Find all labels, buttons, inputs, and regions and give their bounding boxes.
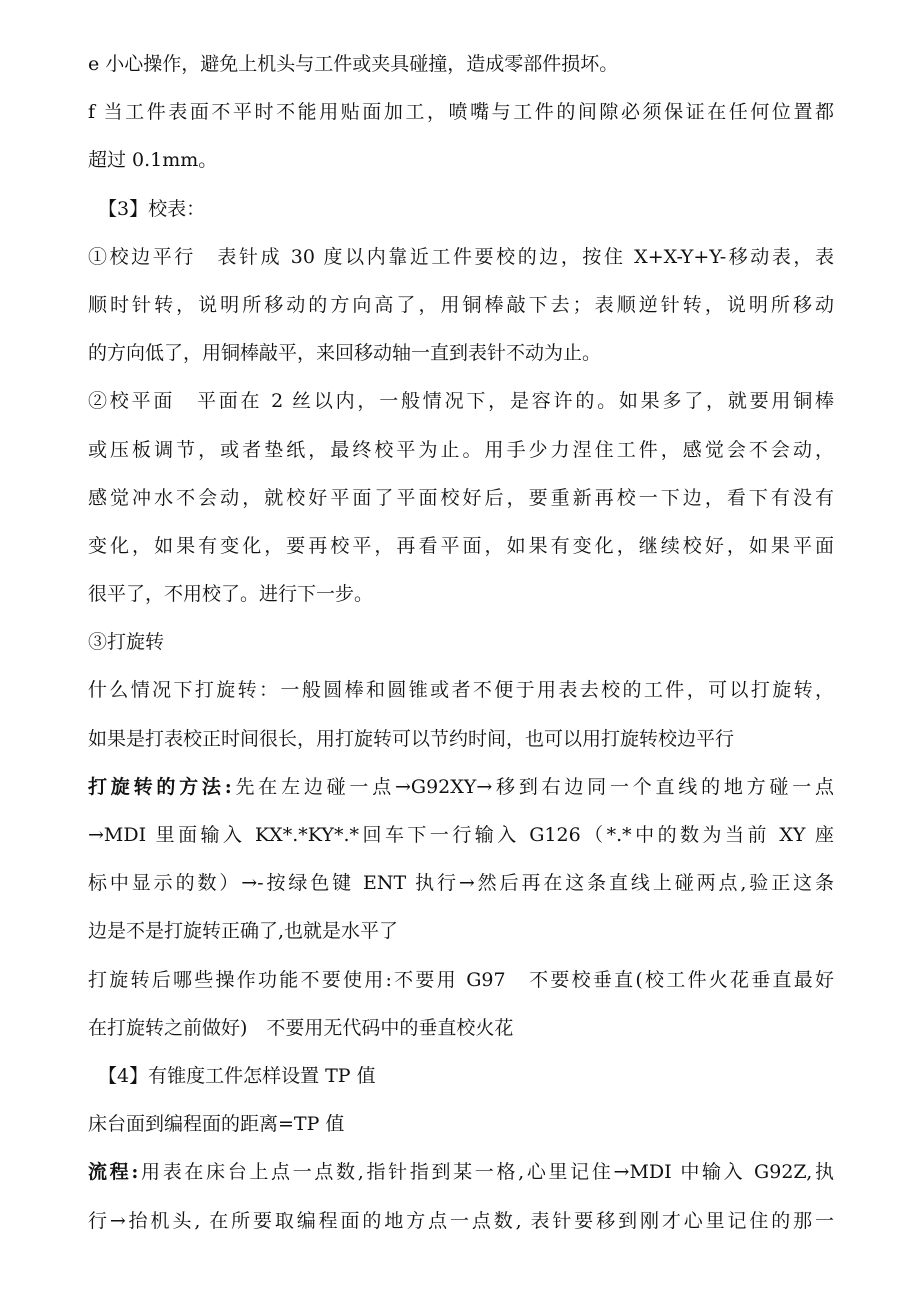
text-line: ①校边平行 表针成 30 度以内靠近工件要校的边，按住 X+X-Y+Y-移动表，表 bbox=[88, 245, 834, 268]
text-line: 如果是打表校正时间很长，用打旋转可以节约时间，也可以用打旋转校边平行 bbox=[88, 727, 735, 750]
text-line: 或压板调节，或者垫纸，最终校平为止。用手少力涅住工件，感觉会不会动， bbox=[88, 438, 834, 461]
text-line: 变化，如果有变化，要再校平，再看平面，如果有变化，继续校好，如果平面 bbox=[88, 534, 834, 557]
text-line: 感觉冲水不会动，就校好平面了平面校好后，要重新再校一下边，看下有没有 bbox=[88, 486, 834, 509]
method-line bbox=[88, 763, 834, 811]
flow-label: 流程: bbox=[88, 1161, 139, 1184]
text-line: 床台面到编程面的距离=TP 值 bbox=[88, 1113, 345, 1136]
text-line: 边是不是打旋转正确了,也就是水平了 bbox=[88, 920, 399, 943]
text-line: 打旋转后哪些操作功能不要使用:不要用 G97 不要校垂直(校工件火花垂直最好 bbox=[88, 968, 834, 991]
text-line: 很平了，不用校了。进行下一步。 bbox=[88, 583, 374, 606]
text-line: 顺时针转，说明所移动的方向高了，用铜棒敲下去；表顺逆针转，说明所移动 bbox=[88, 293, 834, 316]
text-line: 标中显示的数）→-按绿色键 ENT 执行→然后再在这条直线上碰两点,验正这条 bbox=[88, 872, 834, 895]
section-heading: 【3】校表： bbox=[98, 197, 206, 220]
method-text: 先在左边碰一点→G92XY→移到右边同一个直线的地方碰一点 bbox=[231, 775, 834, 798]
method-label: 打旋转的方法: bbox=[88, 775, 232, 798]
text-line: 超过 0.1mm。 bbox=[88, 149, 218, 172]
subheading: ③打旋转 bbox=[88, 631, 165, 654]
text-line: e 小心操作，避免上机头与工件或夹具碰撞，造成零部件损坏。 bbox=[88, 53, 619, 75]
text-line: f 当工件表面不平时不能用贴面加工，喷嘴与工件的间隙必须保证在任何位置都 bbox=[88, 101, 834, 124]
text-line: 的方向低了，用铜棒敲平，来回移动轴一直到表针不动为止。 bbox=[88, 342, 602, 365]
text-line: →MDI 里面输入 KX*.*KY*.*回车下一行输入 G126（*.*中的数为当前 XY 座 bbox=[88, 824, 834, 846]
text-line: 在打旋转之前做好) 不要用无代码中的垂直校火花 bbox=[88, 1016, 514, 1039]
text-line: ②校平面 平面在 2 丝以内，一般情况下，是容许的。如果多了，就要用铜棒 bbox=[88, 390, 834, 413]
text-line: 行→抬机头, 在所要取编程面的地方点一点数, 表针要移到刚才心里记住的那一 bbox=[88, 1209, 834, 1232]
section-heading: 【4】有锥度工件怎样设置 TP 值 bbox=[98, 1064, 376, 1087]
flow-line bbox=[88, 1148, 834, 1196]
flow-text: 用表在床台上点一点数,指针指到某一格,心里记住→MDI 中输入 G92Z,执 bbox=[138, 1161, 834, 1184]
text-line: 什么情况下打旋转：一般圆棒和圆锥或者不便于用表去校的工件，可以打旋转， bbox=[88, 679, 834, 702]
